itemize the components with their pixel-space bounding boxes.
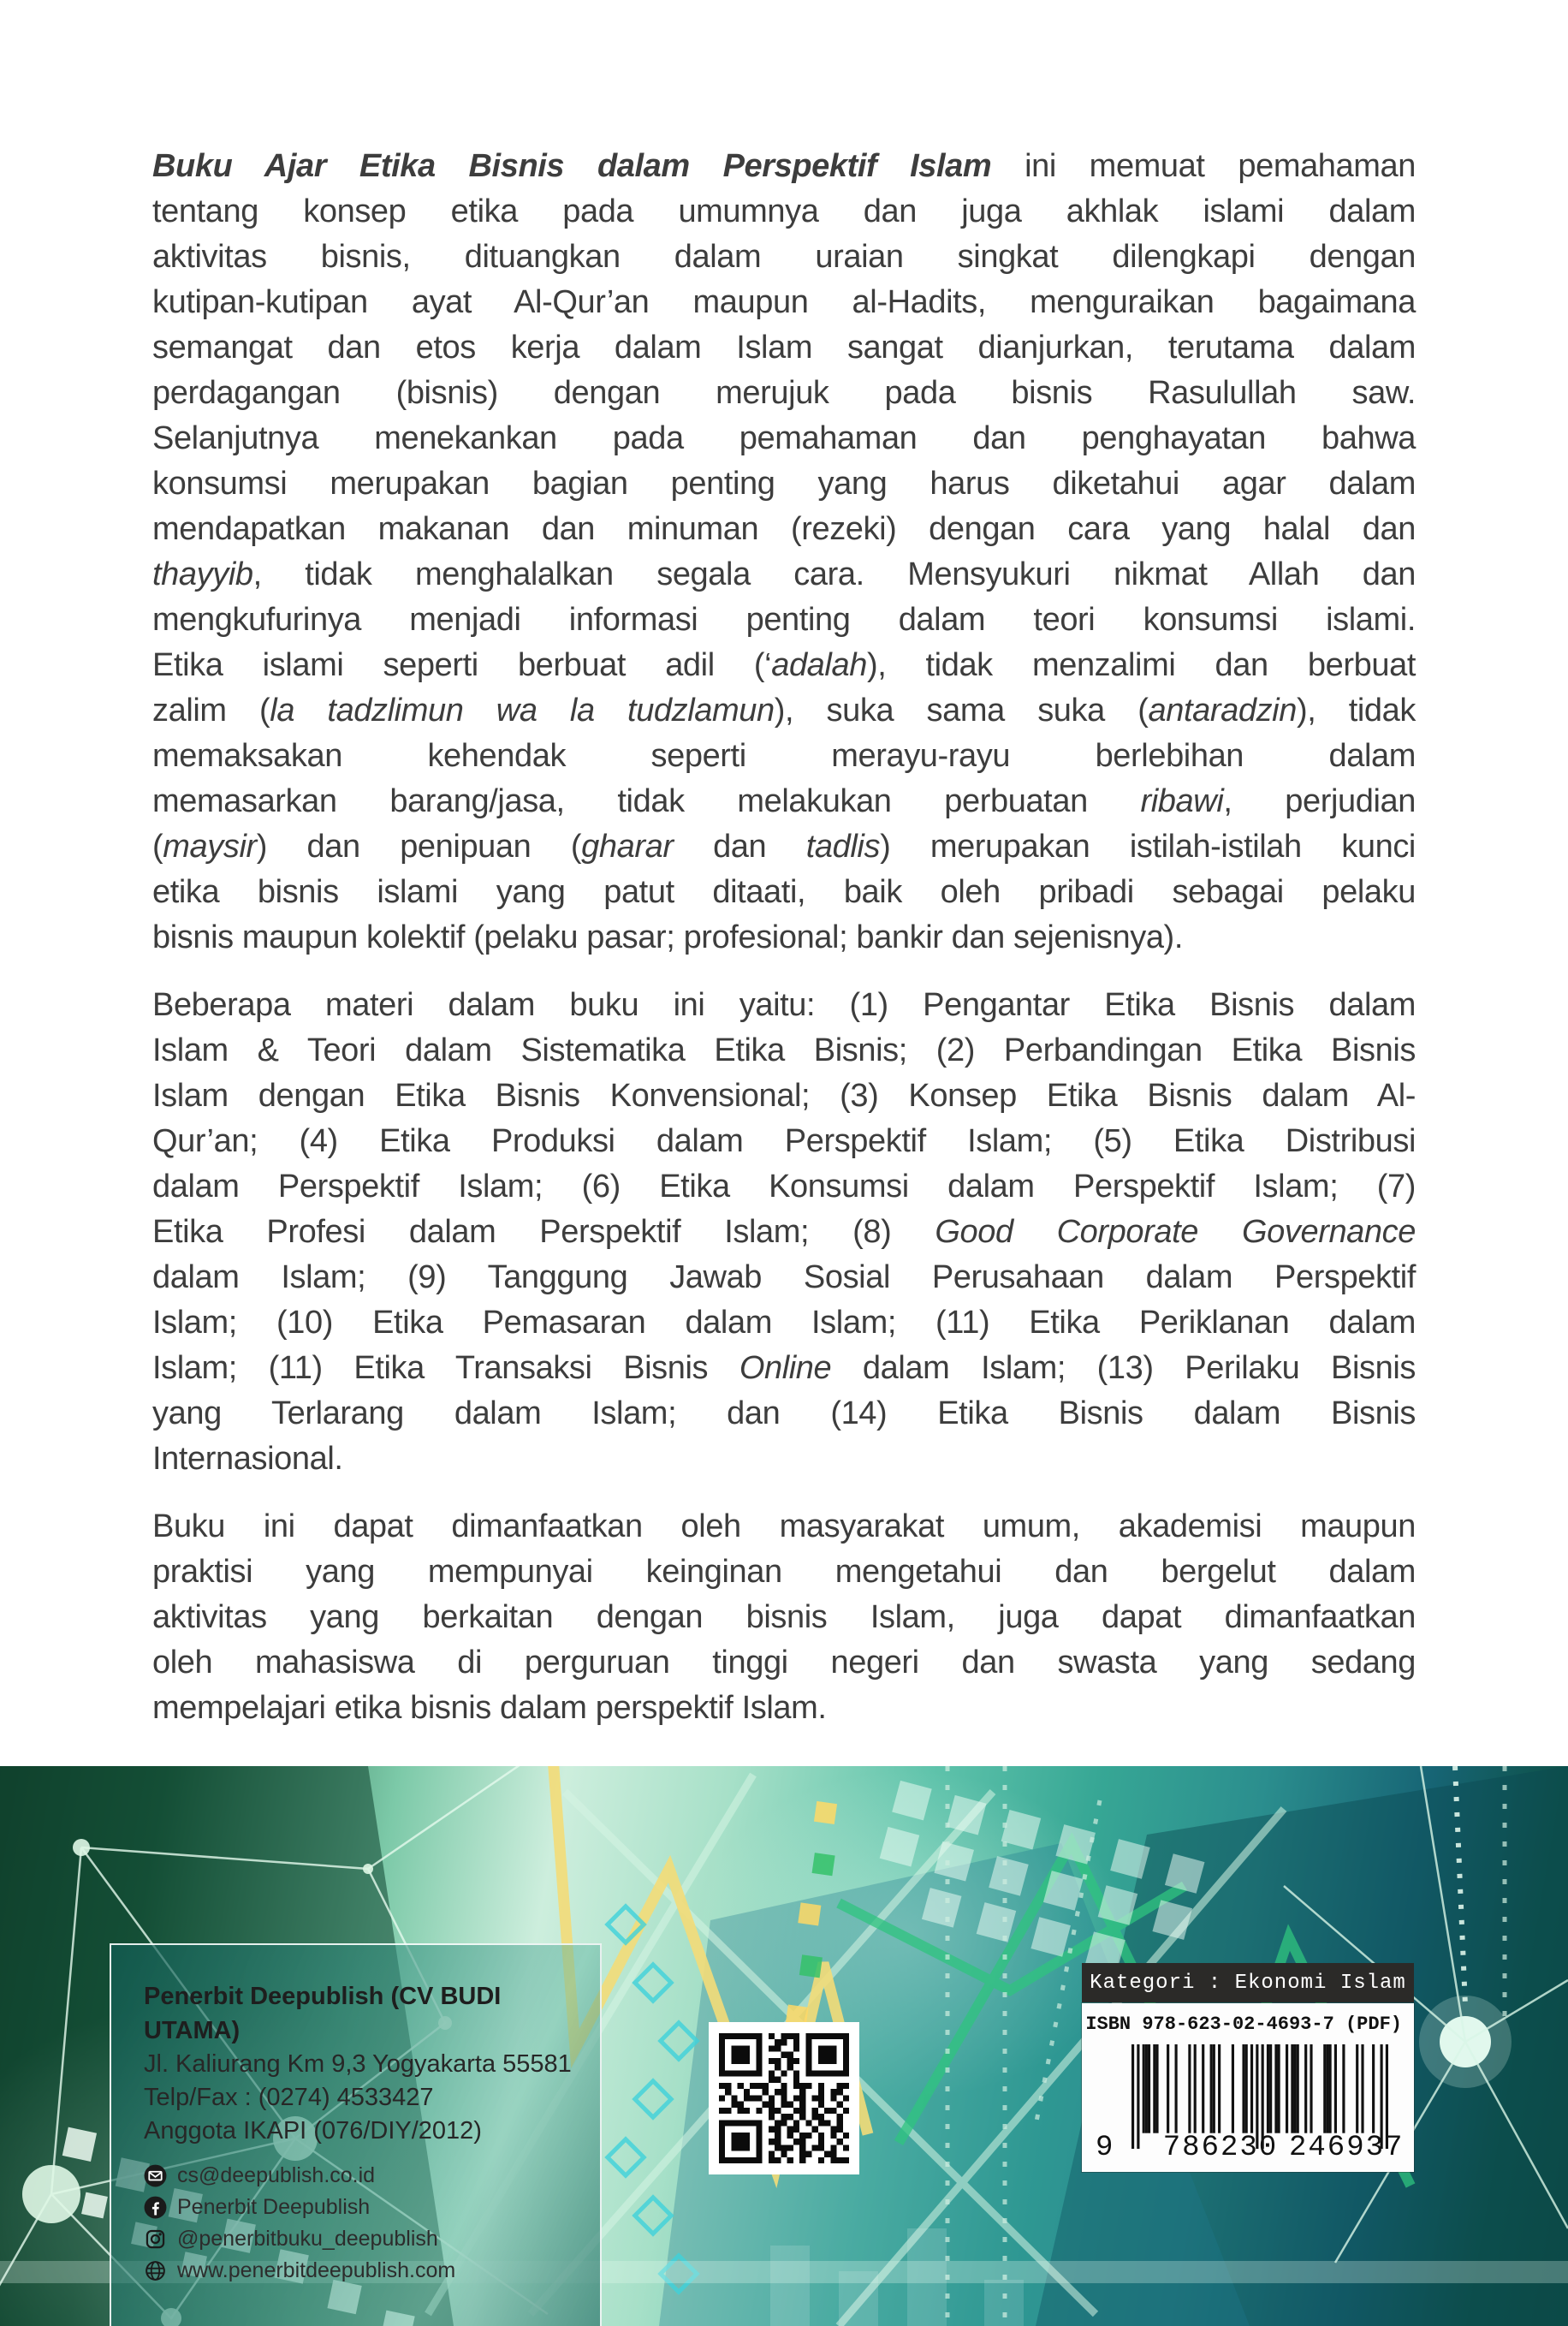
synopsis-line: konsumsi merupakan bagian penting yang harus diketahui agar dalam	[152, 466, 1416, 502]
email-icon	[144, 2164, 167, 2187]
synopsis-line: Etika Profesi dalam Perspektif Islam; (8) Good Corporate Governance	[152, 1214, 1416, 1250]
isbn-label: ISBN 978-623-02-4693-7 (PDF)	[1085, 2014, 1402, 2035]
synopsis-line: Qur’an; (4) Etika Produksi dalam Perspektif Islam; (5) Etika Distribusi	[152, 1123, 1416, 1159]
synopsis-line: Islam; (11) Etika Transaksi Bisnis Online dalam Islam; (13) Perilaku Bisnis	[152, 1350, 1416, 1386]
synopsis-line: aktivitas bisnis, dituangkan dalam uraian singkat dilengkapi dengan	[152, 239, 1416, 275]
contact-label: www.penerbitdeepublish.com	[177, 2258, 456, 2282]
synopsis-paragraph	[152, 144, 1416, 961]
synopsis-line: thayyib, tidak menghalalkan segala cara. Mensyukuri nikmat Allah dan	[152, 556, 1416, 592]
facebook-icon	[144, 2196, 167, 2219]
synopsis-paragraph	[152, 1504, 1416, 1731]
contact-label: cs@deepublish.co.id	[177, 2163, 376, 2187]
synopsis-line: Buku Ajar Etika Bisnis dalam Perspektif Islam ini memuat pemahaman	[152, 148, 1416, 184]
category-badge	[1082, 1963, 1414, 2002]
synopsis-line: mendapatkan makanan dan minuman (rezeki) dengan cara yang halal dan	[152, 511, 1416, 547]
synopsis-line: Islam & Teori dalam Sistematika Etika Bisnis; (2) Perbandingan Etika Bisnis	[152, 1032, 1416, 1068]
isbn-group-1: 786230	[1162, 2132, 1279, 2164]
contact-label: @penerbitbuku_deepublish	[177, 2227, 438, 2251]
publisher-contacts	[144, 2160, 579, 2287]
synopsis-line: memaksakan kehendak seperti merayu-rayu berlebihan dalam	[152, 738, 1416, 774]
synopsis-line: Beberapa materi dalam buku ini yaitu: (1) Pengantar Etika Bisnis dalam	[152, 987, 1416, 1023]
synopsis-line: perdagangan (bisnis) dengan merujuk pada bisnis Rasulullah saw.	[152, 375, 1416, 411]
publisher-address: Jl. Kaliurang Km 9,3 Yogyakarta 55581	[144, 2050, 572, 2078]
synopsis-line: praktisi yang mempunyai keinginan mengetahui dan bergelut dalam	[152, 1554, 1416, 1590]
synopsis-line: Islam dengan Etika Bisnis Konvensional; (3) Konsep Etika Bisnis dalam Al-	[152, 1078, 1416, 1114]
synopsis-line: oleh mahasiswa di perguruan tinggi negeri dan swasta yang sedang	[152, 1645, 1416, 1681]
synopsis-paragraph	[152, 983, 1416, 1482]
synopsis-line: yang Terlarang dalam Islam; dan (14) Etika Bisnis dalam Bisnis	[152, 1395, 1416, 1431]
isbn-group-2: 246937	[1289, 2132, 1405, 2164]
synopsis-line: mempelajari etika bisnis dalam perspektif Islam.	[152, 1690, 827, 1726]
isbn-first-digit: 9	[1096, 2132, 1114, 2164]
qr-code-pattern	[719, 2033, 849, 2163]
synopsis-line: (maysir) dan penipuan (gharar dan tadlis) merupakan istilah-istilah kunci	[152, 829, 1416, 865]
cover-art-band	[0, 1766, 1568, 2326]
instagram-icon	[144, 2228, 167, 2251]
synopsis-line: dalam Islam; (9) Tanggung Jawab Sosial Perusahaan dalam Perspektif	[152, 1259, 1416, 1295]
synopsis-line: zalim (la tadzlimun wa la tudzlamun), suka sama suka (antaradzin), tidak	[152, 693, 1416, 729]
publisher-name: Penerbit Deepublish (CV BUDI UTAMA)	[144, 1983, 502, 2044]
synopsis-line: aktivitas yang berkaitan dengan bisnis Islam, juga dapat dimanfaatkan	[152, 1599, 1416, 1635]
synopsis-line: etika bisnis islami yang patut ditaati, baik oleh pribadi sebagai pelaku	[152, 874, 1416, 910]
synopsis-line: Buku ini dapat dimanfaatkan oleh masyarakat umum, akademisi maupun	[152, 1508, 1416, 1544]
isbn-panel	[1082, 2003, 1414, 2172]
synopsis-line: Selanjutnya menekankan pada pemahaman dan penghayatan bahwa	[152, 420, 1416, 456]
synopsis-line: Etika islami seperti berbuat adil (‘adalah), tidak menzalimi dan berbuat	[152, 647, 1417, 683]
synopsis-line: memasarkan barang/jasa, tidak melakukan perbuatan ribawi, perjudian	[152, 783, 1416, 819]
synopsis-line: semangat dan etos kerja dalam Islam sangat dianjurkan, terutama dalam	[152, 330, 1416, 366]
synopsis-line: kutipan-kutipan ayat Al-Qur’an maupun al-Hadits, menguraikan bagaimana	[152, 284, 1416, 320]
contact-row	[144, 2223, 579, 2255]
publisher-membership: Anggota IKAPI (076/DIY/2012)	[144, 2117, 482, 2145]
globe-icon	[144, 2259, 167, 2282]
contact-label: Penerbit Deepublish	[177, 2195, 371, 2219]
synopsis-line: Internasional.	[152, 1441, 343, 1477]
synopsis-line: mengkufurinya menjadi informasi penting dalam teori konsumsi islami.	[152, 602, 1416, 638]
contact-row	[144, 2255, 579, 2287]
publisher-phone: Telp/Fax : (0274) 4533427	[144, 2084, 434, 2111]
qr-code	[709, 2022, 859, 2174]
synopsis-line: Islam; (10) Etika Pemasaran dalam Islam; (11) Etika Periklanan dalam	[152, 1305, 1416, 1341]
category-label: Kategori : Ekonomi Islam	[1090, 1971, 1406, 1995]
synopsis-line: dalam Perspektif Islam; (6) Etika Konsumsi dalam Perspektif Islam; (7)	[152, 1169, 1416, 1205]
synopsis-line: bisnis maupun kolektif (pelaku pasar; profesional; bankir dan sejenisnya).	[152, 919, 1183, 955]
contact-row	[144, 2160, 579, 2192]
synopsis	[152, 144, 1416, 1753]
synopsis-line: tentang konsep etika pada umumnya dan juga akhlak islami dalam	[152, 193, 1416, 229]
publisher-panel	[110, 1943, 602, 2326]
contact-row	[144, 2192, 579, 2223]
